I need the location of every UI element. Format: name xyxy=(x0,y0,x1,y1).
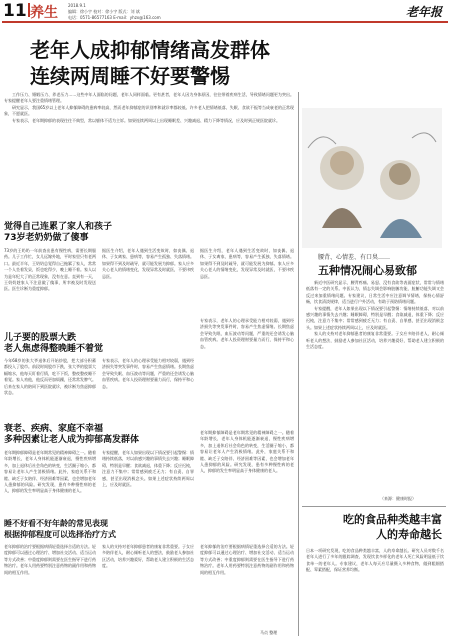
subhead-line: 衰老、疾病、家庭不幸福 xyxy=(4,424,104,434)
section-rule xyxy=(302,506,446,507)
food-article-body: 日本一项研究发现，吃的食品种类越丰富，人的寿命越长。研究人员对数千名老年人进行了多年的跟踪调查，发现饮食多样化的老年人死亡风险明显低于饮食单一的老年人。专家建议，老年人每天应尽量摄入多种食物，做到粗细搭配、荤素搭配，保证营养均衡。 xyxy=(306,548,444,573)
lead-text xyxy=(4,92,294,196)
illustration xyxy=(302,108,442,248)
subhead-line: 觉得自己连累了家人和孩子 xyxy=(4,222,113,232)
sidebar-kicker: 腰背、心情差、有口臭…… xyxy=(318,254,391,261)
article-column: 专家提醒，老年人如果出现以下情况要引起警惕：情绪持续低落，对以前感兴趣的事情失去兴趣；睡眠障碍，特别是早醒；食欲减退，体重下降；反应迟钝，注意力不集中；常常感到疲乏无力；有自责、自罪感，甚至出现消极念头。如果上述症状持续两周以上，应及时就医。 xyxy=(102,450,194,488)
subhead-line: 多种因素让老人成为抑郁高发群体 xyxy=(4,435,140,445)
source-note: （来源：健康时报） xyxy=(380,496,416,501)
food-article-title: 吃的食品种类越丰富人的寿命越长 xyxy=(343,513,442,541)
page-headline xyxy=(30,37,370,89)
article-column: 家人的支持对老年抑郁患者的康复非常重要。子女应多陪伴老人，耐心倾听老人的想法，鼓励老人参加社区活动，培养兴趣爱好，帮助老人建立积极的生活态度。 xyxy=(102,544,194,569)
article-column: 老年期抑郁障碍是老年期常见的精神障碍之一。随着年龄增长，老年人身体机能逐渐衰退，慢性疾病增多，加上退休后社会角色的转变，生活圈子缩小，都容易让老年人产生消极情绪。此外，家庭关系不和睦、缺乏子女陪伴、经济困难等因素，也会增加老年人患抑郁的风险。研究发现，患有多种慢性病的老人，抑郁的发生率明显高于身体健康的老人。 xyxy=(200,430,294,474)
subhead-4 xyxy=(4,518,116,540)
issue-date: 2018.9.1 xyxy=(68,3,86,8)
sidebar-paragraph: 新近中医研究显示，腰背疼痛、易怒、没有食欲等表面症状，常常与情绪低落有一定的关系。中医认为，情志失调会影响脏腑功能，脏腑功能失调又会反过来加重情绪问题。专家建议，日常生活中应注意调节情绪，保持心情舒畅，饮食清淡规律，适当进行户外活动，有助于预防情绪问题。 xyxy=(306,280,444,305)
masthead xyxy=(0,0,450,22)
newspaper-logo: 老年报 xyxy=(405,5,442,19)
sidebar-paragraph: 家人的支持对老年抑郁患者的康复非常重要。子女应多陪伴老人，耐心倾听老人的想法，鼓励老人参加社区活动，培养兴趣爱好，帮助老人建立积极的生活态度。 xyxy=(306,331,444,350)
subhead-2 xyxy=(4,333,103,355)
headline-line-2: 连续两周睡不好要警惕 xyxy=(30,64,230,88)
subhead-line: 73岁老奶奶做了傻事 xyxy=(4,233,89,243)
lead-paragraph: 研究显示，我国65岁以上老年人抑郁障碍的患病率较高，然而老年抑郁症的识别率和就诊率都较低。许多老人把情绪低落、失眠、食欲不振等当成衰老的正常现象，不愿就医。 xyxy=(4,104,294,117)
article-column: 今年68岁的张大爷退休后开始炒股，把大部分积蓄都投入了股市。前段时间股市下跌，张大爷的股票大幅缩水，他每天盯着行情，吃不下饭，整夜整夜睡不着觉。家人劝他，他反而更加烦躁，还常常发脾气。后来在家人的陪同下到医院就诊，被诊断为焦虑抑郁状态。 xyxy=(4,358,96,396)
headline-line-1: 老年人成抑郁情绪高发群体 xyxy=(30,38,270,62)
lead-paragraph: 工作压力、婚姻压力、养老压力……这些中年人面临的问题，老年人同样面临。更有甚者，老年人因为身体原因，往往带着疾病生活，导致情绪问题更为突出。专家提醒老年人要注重情绪管理。 xyxy=(4,92,294,104)
page-number: 11 xyxy=(3,1,27,21)
contact-info: 电话：0571-86577163 E-mail：yhzx@163.com xyxy=(68,15,161,20)
sidebar-column xyxy=(306,280,444,492)
lead-paragraph: 专家表示，老年期抑郁的表现往往不典型，常以躯体不适为主诉。如果连续两周以上出现睡眠差、兴趣减退、精力下降等情况，应及时到正规医院就诊。 xyxy=(12,117,280,123)
sidebar-title: 五种情况闹心易致郁 xyxy=(318,264,417,277)
article-column: 老年期抑郁障碍是老年期常见的精神障碍之一。随着年龄增长，老年人身体机能逐渐衰退，慢性疾病增多，加上退休后社会角色的转变，生活圈子缩小，都容易让老年人产生消极情绪。此外，家庭关系不和睦、缺乏子女陪伴、经济困难等因素，也会增加老年人患抑郁的风险。研究发现，患有多种慢性病的老人，抑郁的发生率明显高于身体健康的老人。 xyxy=(4,450,96,494)
section-name: 养生 xyxy=(30,5,58,21)
byline: 马贞 整理 xyxy=(260,630,278,635)
article-column: 73岁的王奶奶一年前查出患有慢性病，需要长期服药。儿子工作忙，女儿远嫁外地，平时家里只有老两口。最近半年，王奶奶总觉得自己拖累了家人，常常一个人坐着发呆，饭也吃得少，晚上睡不着。家人以为是年纪大了的正常现象，没有在意。直到有一天，王奶奶趁家人不注意做了傻事，所幸被及时发现送医。医生诊断为重度抑郁。 xyxy=(4,248,96,292)
article-column: 据医生介绍，老年人遇到生活变故时，如丧偶、退休、子女离家、患病等，容易产生孤独、失落情绪。如果得不到及时疏导，就可能发展为抑郁。家人应多关心老人的情绪变化，发现异常及时就医，不要讳疾忌医。 xyxy=(102,248,194,279)
article-column: 老年抑郁的治疗要根据病情轻重选择合适的方法。轻度抑郁可以通过心理治疗、增加社交活动、适当运动等方式改善；中重度抑郁则需要在医生指导下进行药物治疗。老年人用药要特别注意药物的副作用和药物间的相互作用。 xyxy=(4,544,96,575)
editor-credits: 编辑：徐小宇 校对：徐小宇 版式：刘 斌 xyxy=(68,9,140,14)
masthead-meta xyxy=(68,3,161,21)
article-column: 老年抑郁的治疗要根据病情轻重选择合适的方法。轻度抑郁可以通过心理治疗、增加社交活动、适当运动等方式改善；中重度抑郁则需要在医生指导下进行药物治疗。老年人用药要特别注意药物的副作用和药物间的相互作用。 xyxy=(200,544,294,575)
subhead-1 xyxy=(4,222,112,244)
article-column: 专家表示，老年人的心理承受能力相对较弱，遇到经济损失等突发事件时，容易产生焦虑情绪。长期焦虑会导致失眠、血压波动等问题，严重的还会诱发心脑血管疾病。老年人投资理财要量力而行，保持平和心态。 xyxy=(102,358,194,389)
elderly-couple-illustration xyxy=(302,108,442,248)
article-column: 据医生介绍，老年人遇到生活变故时，如丧偶、退休、子女离家、患病等，容易产生孤独、失落情绪。如果得不到及时疏导，就可能发展为抑郁。家人应多关心老人的情绪变化，发现异常及时就医，不要讳疾忌医。 xyxy=(200,248,294,279)
sidebar-paragraph: 专家提醒，老年人如果出现以下情况要引起警惕：情绪持续低落，对以前感兴趣的事情失去兴趣；睡眠障碍，特别是早醒；食欲减退，体重下降；反应迟钝，注意力不集中；常常感到疲乏无力；有自责、自罪感，甚至出现消极念头。如果上述症状持续两周以上，应及时就医。 xyxy=(306,305,444,330)
subhead-line: 儿子要的股票大跌 xyxy=(4,333,77,343)
subhead-line: 根据抑郁程度可以选择治疗方式 xyxy=(4,530,116,539)
masthead-rule xyxy=(2,21,448,23)
article-column: 专家表示，老年人的心理承受能力相对较弱，遇到经济损失等突发事件时，容易产生焦虑情绪。长期焦虑会导致失眠、血压波动等问题，严重的还会诱发心脑血管疾病。老年人投资理财要量力而行，保持平和心态。 xyxy=(200,318,294,349)
subhead-3 xyxy=(4,424,139,446)
column-divider xyxy=(298,92,299,636)
subhead-line: 老人焦虑得整晚睡不着觉 xyxy=(4,344,104,354)
subhead-line: 睡不好看不好年龄的常见表现 xyxy=(4,519,108,528)
